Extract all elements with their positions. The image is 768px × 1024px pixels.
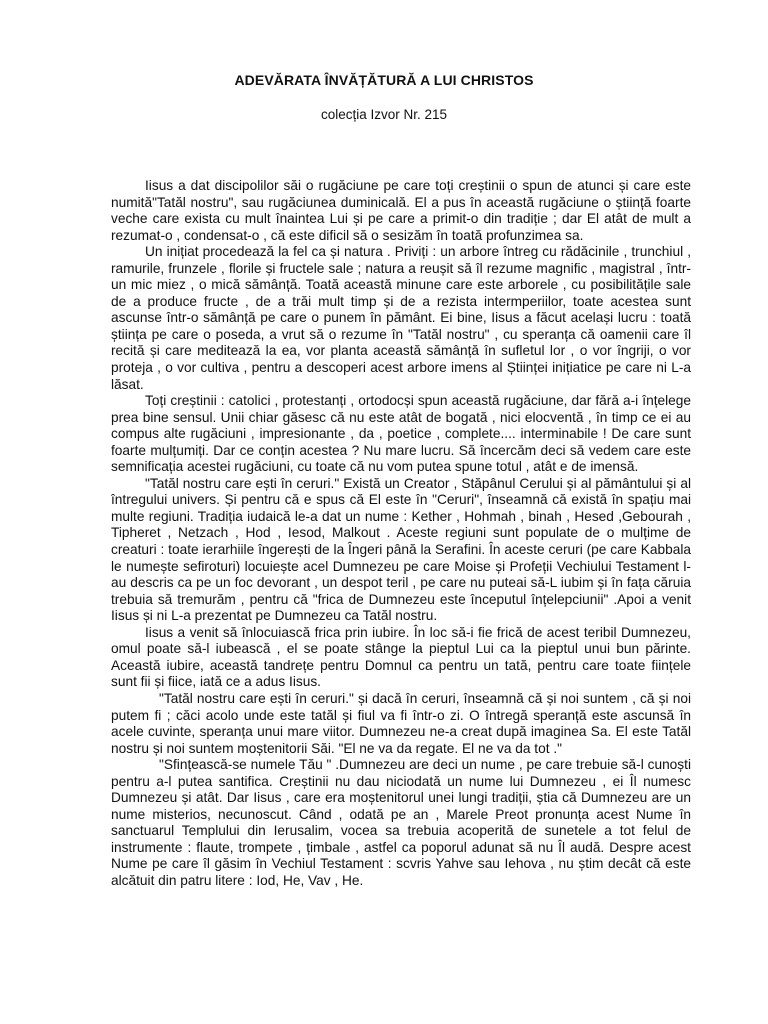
paragraph-2: Un inițiat procedează la fel ca și natura . Priviți : un arbore întreg cu rădăcinile , trunchiul , ramurile, frunzele , florile și fructele sale ; natura a reușit să îl rezume magnific , magistral , într-un mic miez , o mică sămânță. Toată această minune care este arborele , cu posibilitățile sale de a produce fructe , de a trăi mult timp și de a rezista intermperiilor, toate acestea sunt ascunse într-o sămânță pe care o punem în pământ. Ei bine, Iisus a făcut același lucru : toată știința pe care o poseda, a vrut să o rezume în "Tatăl nostru" , cu speranța că oamenii care îl recită și care meditează la ea, vor planta această sămânță în sufletul lor , o vor îngriji, o vor proteja , o vor cultiva , pentru a descoperi acest arbore imens al Științei inițiatice pe care ni L-a lăsat. bbox=[111, 244, 691, 392]
paragraph-4: "Tatăl nostru care ești în ceruri." Există un Creator , Stăpânul Cerului și al pământului și al întregului univers. Și pentru că e spus că El este în "Ceruri", înseamnă că există în spațiu mai multe regiuni. Tradiția iudaică le-a dat un nume : Kether , Hohmah , binah , Hesed ,Gebourah , Tipheret , Netzach , Hod , Iesod, Malkout . Aceste regiuni sunt populate de o mulțime de creaturi : toate ierarhiile îngerești de la Îngeri până la Serafini. În aceste ceruri (pe care Kabbala le numește sefiroturi) locuiește acel Dumnezeu pe care Moise și Profeții Vechiului Testament l-au descris ca pe un foc devorant , un despot teril , pe care nu puteai să-L iubim și în fața căruia trebuia să tremurăm , pentru că "frica de Dumnezeu este începutul înțelepciunii" .Apoi a venit Iisus și ni L-a prezentat pe Dumnezeu ca Tatăl nostru. bbox=[111, 475, 691, 624]
paragraph-5: Iisus a venit să înlocuiască frica prin iubire. În loc să-i fie frică de acest teribil Dumnezeu, omul poate să-l iubească , el se poate stânge la pieptul Lui ca la pieptul unui bun părinte. Această iubire, această tandrețe pentru Domnul ca pentru un tată, pentru care toate ființele sunt fii și fiice, iată ce a adus Iisus. bbox=[111, 624, 691, 690]
paragraph-3: Toți creștinii : catolici , protestanți , ortodocși spun această rugăciune, dar fără a-i înțelege prea bine sensul. Unii chiar găsesc că nu este atât de bogată , nici elocventă , în timp ce ei au compus alte rugăciuni , impresionante , da , poetice , complete.... interminabile ! De care sunt foarte mulțumiți. Dar ce conțin acestea ? Nu mare lucru. Să încercăm deci să vedem care este semnificația acestei rugăciuni, cu toate că nu vom putea spune totul , atât e de imensă. bbox=[111, 393, 691, 475]
document-title: ADEVĂRATA ÎNVĂȚĂTURĂ A LUI CHRISTOS bbox=[234, 72, 534, 88]
paragraph-7: "Sfințească-se numele Tău " .Dumnezeu are deci un nume , pe care trebuie să-l cunoști pentru a-l putea santifica. Creștinii nu dau niciodată un nume lui Dumnezeu , ei Îl numesc Dumnezeu și atât. Dar Iisus , care era moștenitorul unei lungi tradiții, știa că Dumnezeu are un nume misterios, necunoscut. Când , odată pe an , Marele Preot pronunța acest Nume în sanctuarul Templului din Ierusalim, vocea sa trebuia acoperită de sunetele a tot felul de instrumente : flaute, trompete , țimbale , astfel ca poporul adunat să nu Îl audă. Despre acest Nume pe care îl găsim în Vechiul Testament : scvris Yahve sau Iehova , nu știm decât că este alcătuit din patru litere : Iod, He, Vav , He. bbox=[111, 757, 691, 888]
document-subtitle: colecția Izvor Nr. 215 bbox=[320, 107, 448, 122]
paragraph-1: Iisus a dat discipolilor săi o rugăciune pe care toți creștinii o spun de atunci și care este numită"Tatăl nostru", sau rugăciunea duminicală. El a pus în această rugăciune o știință foarte veche care exista cu mult înaintea Lui și pe care a primit-o din tradiție ; dar El atât de mult a rezumat-o , condensat-o , că este dificil să o sesizăm în toată profunzimea sa. bbox=[111, 178, 691, 243]
paragraph-6: "Tatăl nostru care ești în ceruri." și dacă în ceruri, înseamnă că și noi suntem , că și noi putem fi ; căci acolo unde este tatăl și fiul va fi într-o zi. O întregă speranță este ascunsă în acele cuvinte, speranța unui mare viitor. Dumnezeu ne-a creat după imaginea Sa. El este Tatăl nostru și noi suntem moștenitorii Săi. "El ne va da regate. El ne va da tot ." bbox=[111, 690, 691, 756]
document-body bbox=[111, 178, 691, 890]
